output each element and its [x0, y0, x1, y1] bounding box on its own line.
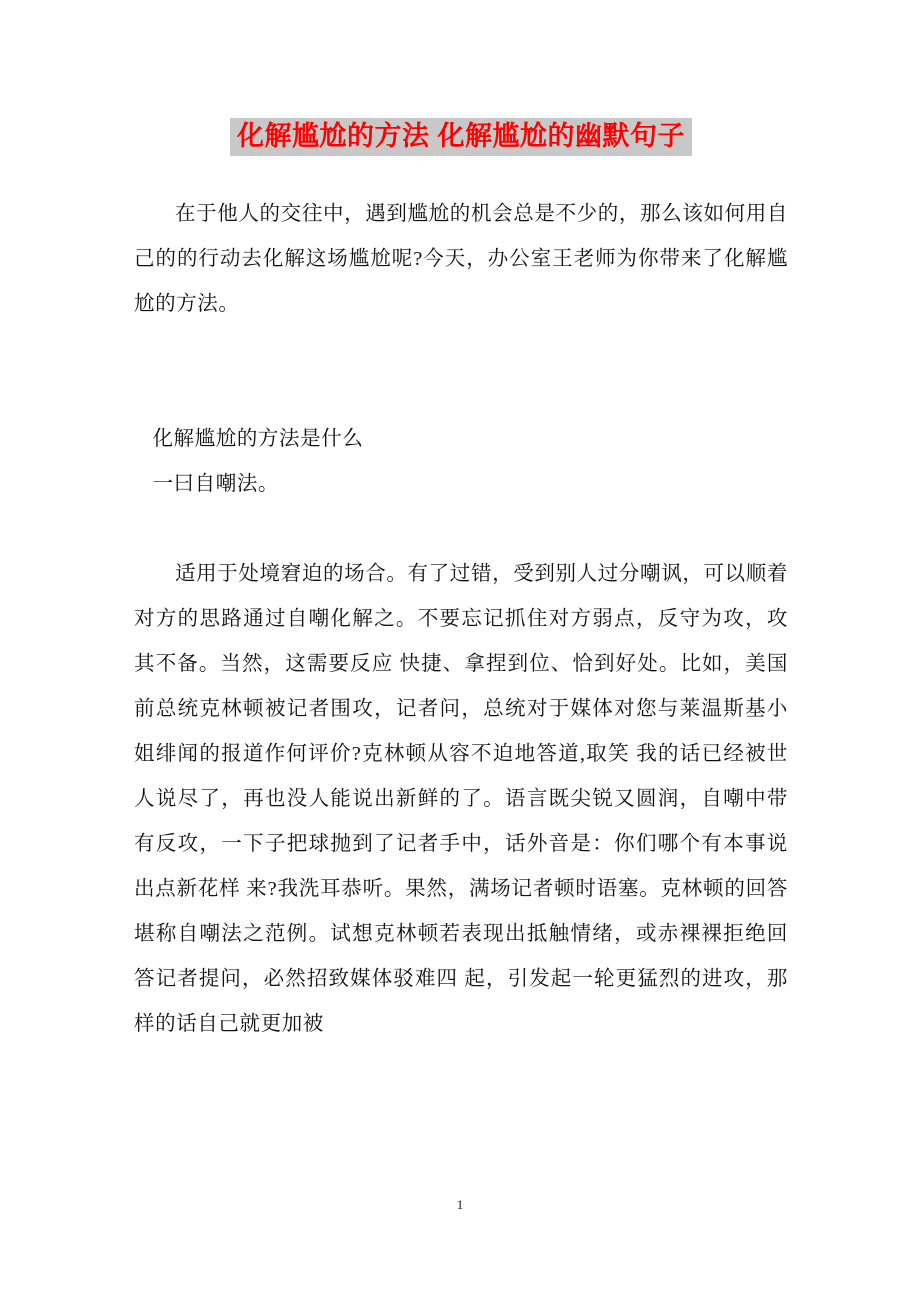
paragraph-body-one: 适用于处境窘迫的场合。有了过错，受到别人过分嘲讽，可以顺着对方的思路通过自嘲化解之。不要忘记抓住对方弱点，反守为攻，攻其不备。当然，这需要反应 快捷、拿捏到位、恰到好处。比如，美国前总统克林顿被记者围攻，记者问，总统对于媒体对您与莱温斯基小姐绯闻的报道作何评价?克林顿从容不迫地答道,取笑 我的话已经被世人说尽了，再也没人能说出新鲜的了。语言既尖锐又圆润，自嘲中带有反攻，一下子把球抛到了记者手中，话外音是：你们哪个有本事说出点新花样 来?我洗耳恭听。果然，满场记者顿时语塞。克林顿的回答堪称自嘲法之范例。试想克林顿若表现出抵触情绪，或赤裸裸拒绝回答记者提问，必然招致媒体驳难四 起，引发起一轮更猛烈的进攻，那样的话自己就更加被: [134, 563, 788, 1035]
title-block: [134, 118, 788, 156]
list-item-one: 一曰自嘲法。: [152, 473, 280, 495]
page-number: 1: [456, 1197, 464, 1212]
paragraph-intro: 在于他人的交往中，遇到尴尬的机会总是不少的，那么该如何用自己的的行动去化解这场尴尬呢?今天，办公室王老师为你带来了化解尴尬的方法。: [134, 203, 788, 315]
page-footer: [0, 1196, 920, 1214]
section-spacer-1: [134, 327, 788, 417]
document-content: [134, 0, 788, 1047]
document-body: [134, 192, 788, 1047]
section-spacer-2: [134, 507, 788, 552]
page-title: 化解尴尬的方法 化解尴尬的幽默句子: [230, 118, 692, 156]
section-heading-method: 化解尴尬的方法是什么: [152, 428, 364, 450]
